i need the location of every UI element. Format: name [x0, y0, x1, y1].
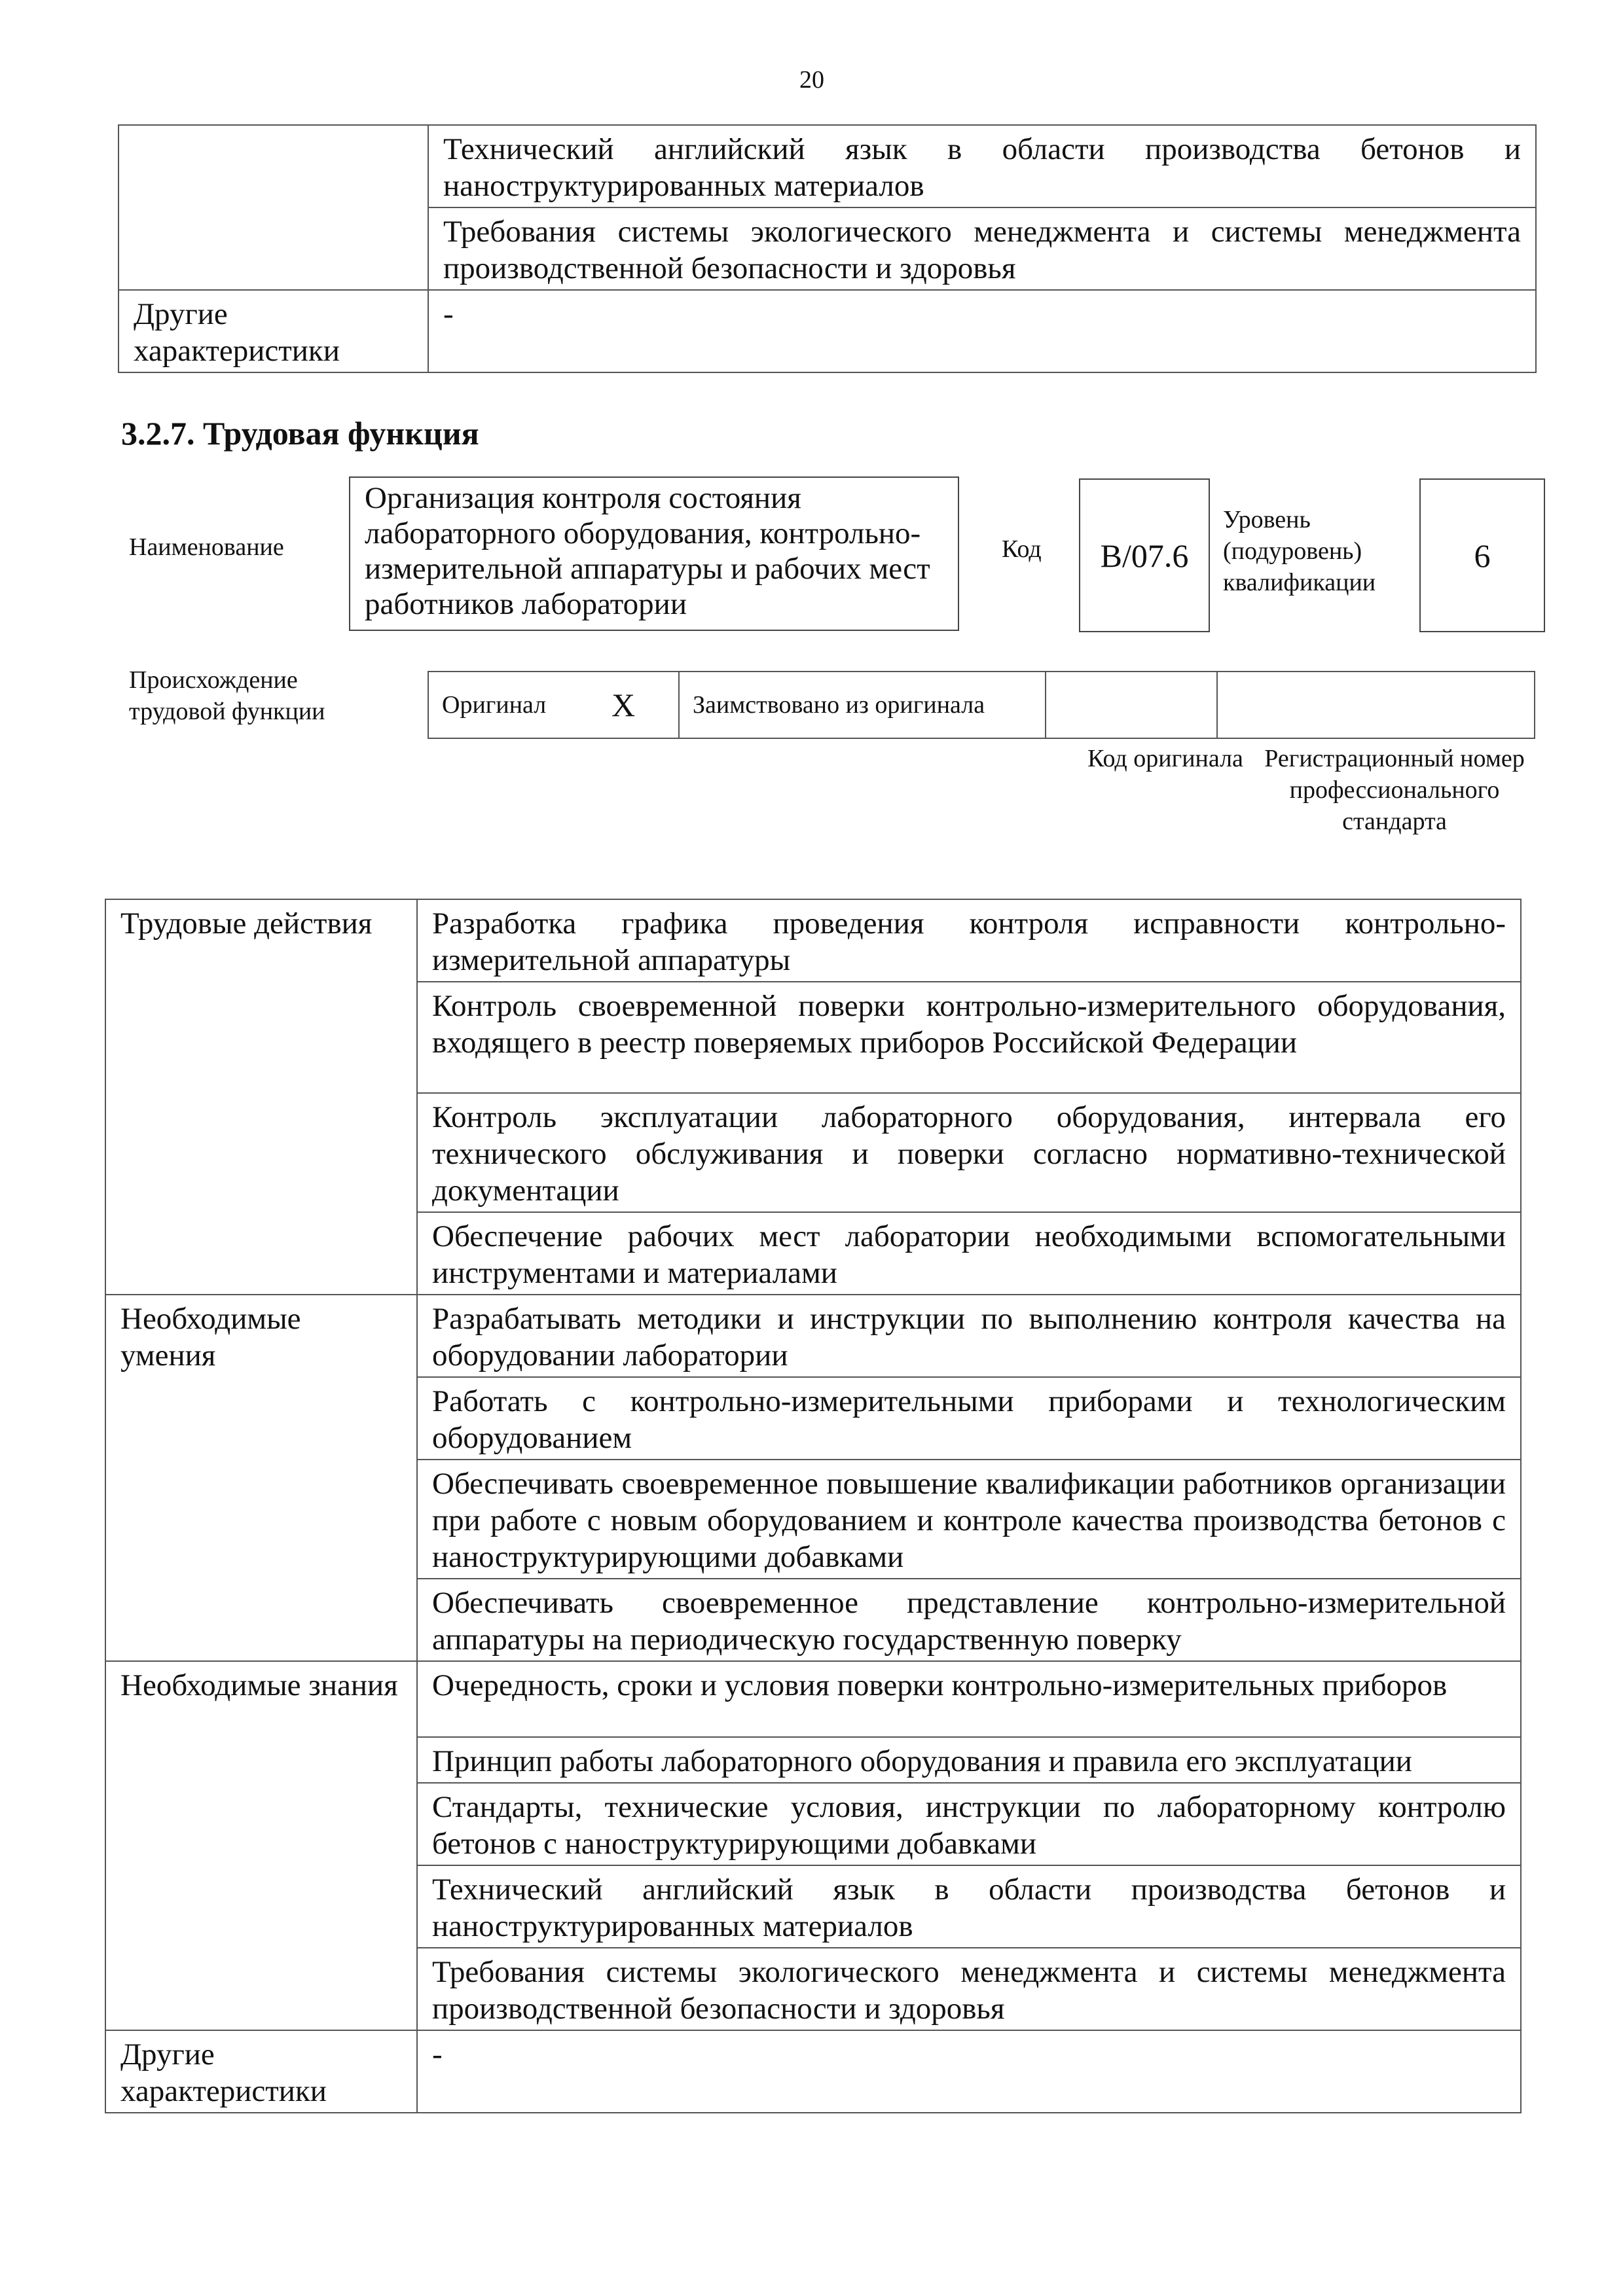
function-name-box: Организация контроля состояния лабораторного оборудования, контрольно-измерительной аппаратуры и рабочих мест работников лаборатории [349, 476, 959, 631]
other-characteristics-value: - [428, 290, 1536, 372]
origin-mark: X [598, 672, 679, 738]
labor-action-item: Разработка графика проведения контроля исправности контрольно-измерительной аппаратуры [417, 899, 1521, 982]
labor-action-item: Обеспечение рабочих мест лаборатории необходимыми вспомогательными инструментами и материалами [417, 1212, 1521, 1295]
skill-item: Обеспечивать своевременное повышение квалификации работников организации при работе с новым оборудованием и контроле качества производства бетонов с наноструктурирующими добавками [417, 1460, 1521, 1579]
knowledge-item: Очередность, сроки и условия поверки контрольно-измерительных приборов [417, 1661, 1521, 1737]
origin-table [428, 671, 1535, 739]
level-label: Уровень (подуровень) квалификации [1223, 506, 1376, 596]
caption-code-original: Код оригинала [1087, 745, 1243, 772]
name-label: Наименование [129, 533, 284, 561]
labor-action-item: Контроль своевременной поверки контрольно-измерительного оборудования, входящего в реестр поверяемых приборов Российской Федерации [417, 982, 1521, 1093]
labor-action-item: Контроль эксплуатации лабораторного оборудования, интервала его технического обслуживания и поверки согласно нормативно-технической документации [417, 1093, 1521, 1212]
skill-item: Работать с контрольно-измерительными приборами и технологическим оборудованием [417, 1377, 1521, 1460]
empty-label-cell [119, 125, 428, 290]
other-characteristics-label: Другие характеристики [119, 290, 428, 372]
knowledge-item: Технический английский язык в области производства бетонов и наноструктурированных материалов [428, 125, 1536, 207]
code-value-box: B/07.6 [1079, 478, 1210, 632]
skill-item: Разрабатывать методики и инструкции по выполнению контроля качества на оборудовании лаборатории [417, 1295, 1521, 1377]
caption-registration-number: Регистрационный номер профессионального стандарта [1264, 745, 1525, 835]
origin-borrowed-label: Заимствовано из оригинала [679, 672, 1046, 738]
origin-reg-number-cell [1217, 672, 1535, 738]
previous-table [118, 124, 1537, 373]
labor-actions-label: Трудовые действия [105, 899, 417, 1295]
labor-function-table [105, 899, 1522, 2113]
knowledge-item: Технический английский язык в области производства бетонов и наноструктурированных материалов [417, 1865, 1521, 1948]
knowledge-item: Принцип работы лабораторного оборудования и правила его эксплуатации [417, 1737, 1521, 1783]
skill-item: Обеспечивать своевременное представление контрольно-измерительной аппаратуры на периодическую государственную поверку [417, 1579, 1521, 1661]
other-characteristics-label: Другие характеристики [105, 2030, 417, 2113]
code-label: Код [1002, 535, 1042, 563]
level-value-box: 6 [1419, 478, 1545, 632]
origin-code-cell [1046, 672, 1217, 738]
origin-label: Происхождение трудовой функции [129, 666, 325, 725]
knowledge-item: Стандарты, технические условия, инструкции по лабораторному контролю бетонов с наноструктурирующими добавками [417, 1783, 1521, 1865]
required-knowledge-label: Необходимые знания [105, 1661, 417, 2030]
knowledge-item: Требования системы экологического менеджмента и системы менеджмента производственной безопасности и здоровья [417, 1948, 1521, 2030]
section-heading: 3.2.7. Трудовая функция [121, 415, 479, 452]
required-skills-label: Необходимые умения [105, 1295, 417, 1661]
knowledge-item: Требования системы экологического менеджмента и системы менеджмента производственной безопасности и здоровья [428, 207, 1536, 290]
other-characteristics-value: - [417, 2030, 1521, 2113]
page-number: 20 [799, 66, 824, 94]
origin-original-label: Оригинал [428, 672, 598, 738]
